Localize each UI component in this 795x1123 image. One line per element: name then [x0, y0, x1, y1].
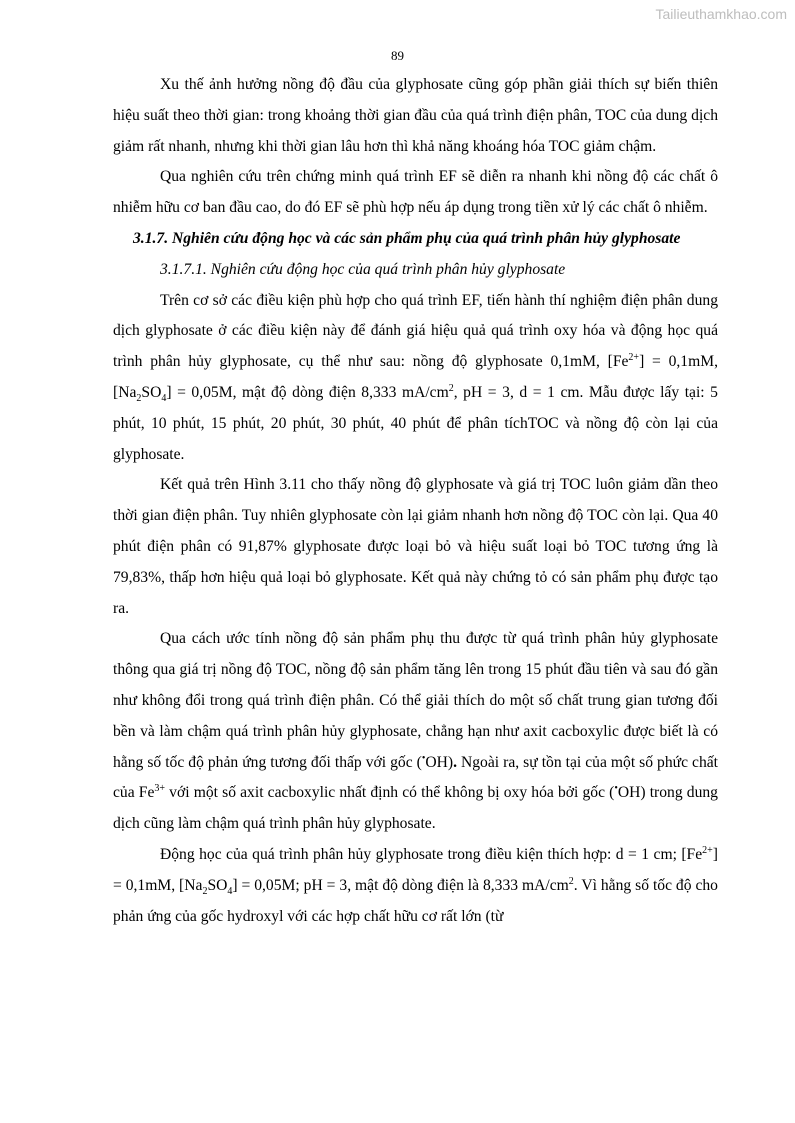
page-number: 89	[391, 48, 404, 63]
subsection-heading: 3.1.7.1. Nghiên cứu động học của quá trình phân hủy glyphosate	[160, 260, 566, 278]
paragraph: Xu thế ảnh hưởng nồng độ đầu của glyphosate cũng góp phần giải thích sự biến thiên hiệu suất theo thời gian: trong khoảng thời gian đầu của quá trình điện phân, TOC của dung dịch giảm rất nhanh, nhưng khi thời gian lâu hơn thì khả năng khoáng hóa TOC giảm chậm.	[113, 76, 718, 155]
radical-dot: •	[421, 752, 426, 764]
paragraph: Trên cơ sở các điều kiện phù hợp cho quá trình EF, tiến hành thí nghiệm điện phân dung dịch glyphosate ở các điều kiện này để đánh giá hiệu quả quá trình oxy hóa và động học quá trình phân hủy glyphosate, cụ thể như sau: nồng độ glyphosate 0,1mM, $[Fe^{2+}] = 0,1mM$, $[Na_2SO_4] = 0,05M$, mật độ dòng điện 8,333 $mA/cm^2$, pH = 3, d = 1 cm. Mẫu được lấy tại: 5 phút, 10 phút, 15 phút, 20 phút, 30 phút, 40 phút để phân tíchTOC và nồng độ còn lại của glyphosate.	[113, 291, 718, 463]
paragraph: Động học của quá trình phân hủy glyphosate trong điều kiện thích hợp: d = 1 cm; $[Fe^{2+}] = 0,1mM$, $[Na_2SO_4] = 0,05M$; pH = 3, mật độ dòng điện là 8,333 $mA/cm^2$. Vì hằng số tốc độ cho phản ứng của gốc hydroxyl với các hợp chất hữu cơ rất lớn (từ	[113, 844, 718, 925]
section-heading: 3.1.7. Nghiên cứu động học và các sản phẩm phụ của quá trình phân hủy glyphosate	[133, 229, 681, 247]
paragraph: Kết quả trên Hình 3.11 cho thấy nồng độ glyphosate và giá trị TOC luôn giảm dần theo thời gian điện phân. Tuy nhiên glyphosate còn lại giảm nhanh hơn nồng độ TOC còn lại. Qua 40 phút điện phân có 91,87% glyphosate được loại bỏ và hiệu suất loại bỏ TOC tương ứng là 79,83%, thấp hơn hiệu quả loại bỏ glyphosate. Kết quả này chứng tỏ có sản phẩm phụ được tạo ra.	[113, 476, 718, 617]
paragraph: Qua nghiên cứu trên chứng minh quá trình EF sẽ diễn ra nhanh khi nồng độ các chất ô nhiễm hữu cơ ban đầu cao, do đó EF sẽ phù hợp nếu áp dụng trong tiền xử lý các chất ô nhiễm.	[113, 168, 718, 217]
radical-dot: •	[614, 783, 618, 795]
document-body	[113, 70, 718, 932]
watermark: Tailieuthamkhao.com	[655, 6, 787, 22]
paragraph: Qua cách ước tính nồng độ sản phẩm phụ thu được từ quá trình phân hủy glyphosate thông qua giá trị nồng độ TOC, nồng độ sản phẩm tăng lên trong 15 phút đầu tiên và sau đó gần như không đổi trong quá trình điện phân. Có thể giải thích do một số chất trung gian tương đối bền và làm chậm quá trình phân hủy glyphosate, chẳng hạn như axit cacboxylic được biết là có hằng số tốc độ phản ứng tương đối thấp với gốc (•OH). Ngoài ra, sự tồn tại của một số phức chất của $Fe^{3+}$ với một số axit cacboxylic nhất định có thể không bị oxy hóa bởi gốc (•OH) trong dung dịch cũng làm chậm quá trình phân hủy glyphosate.	[113, 630, 719, 833]
